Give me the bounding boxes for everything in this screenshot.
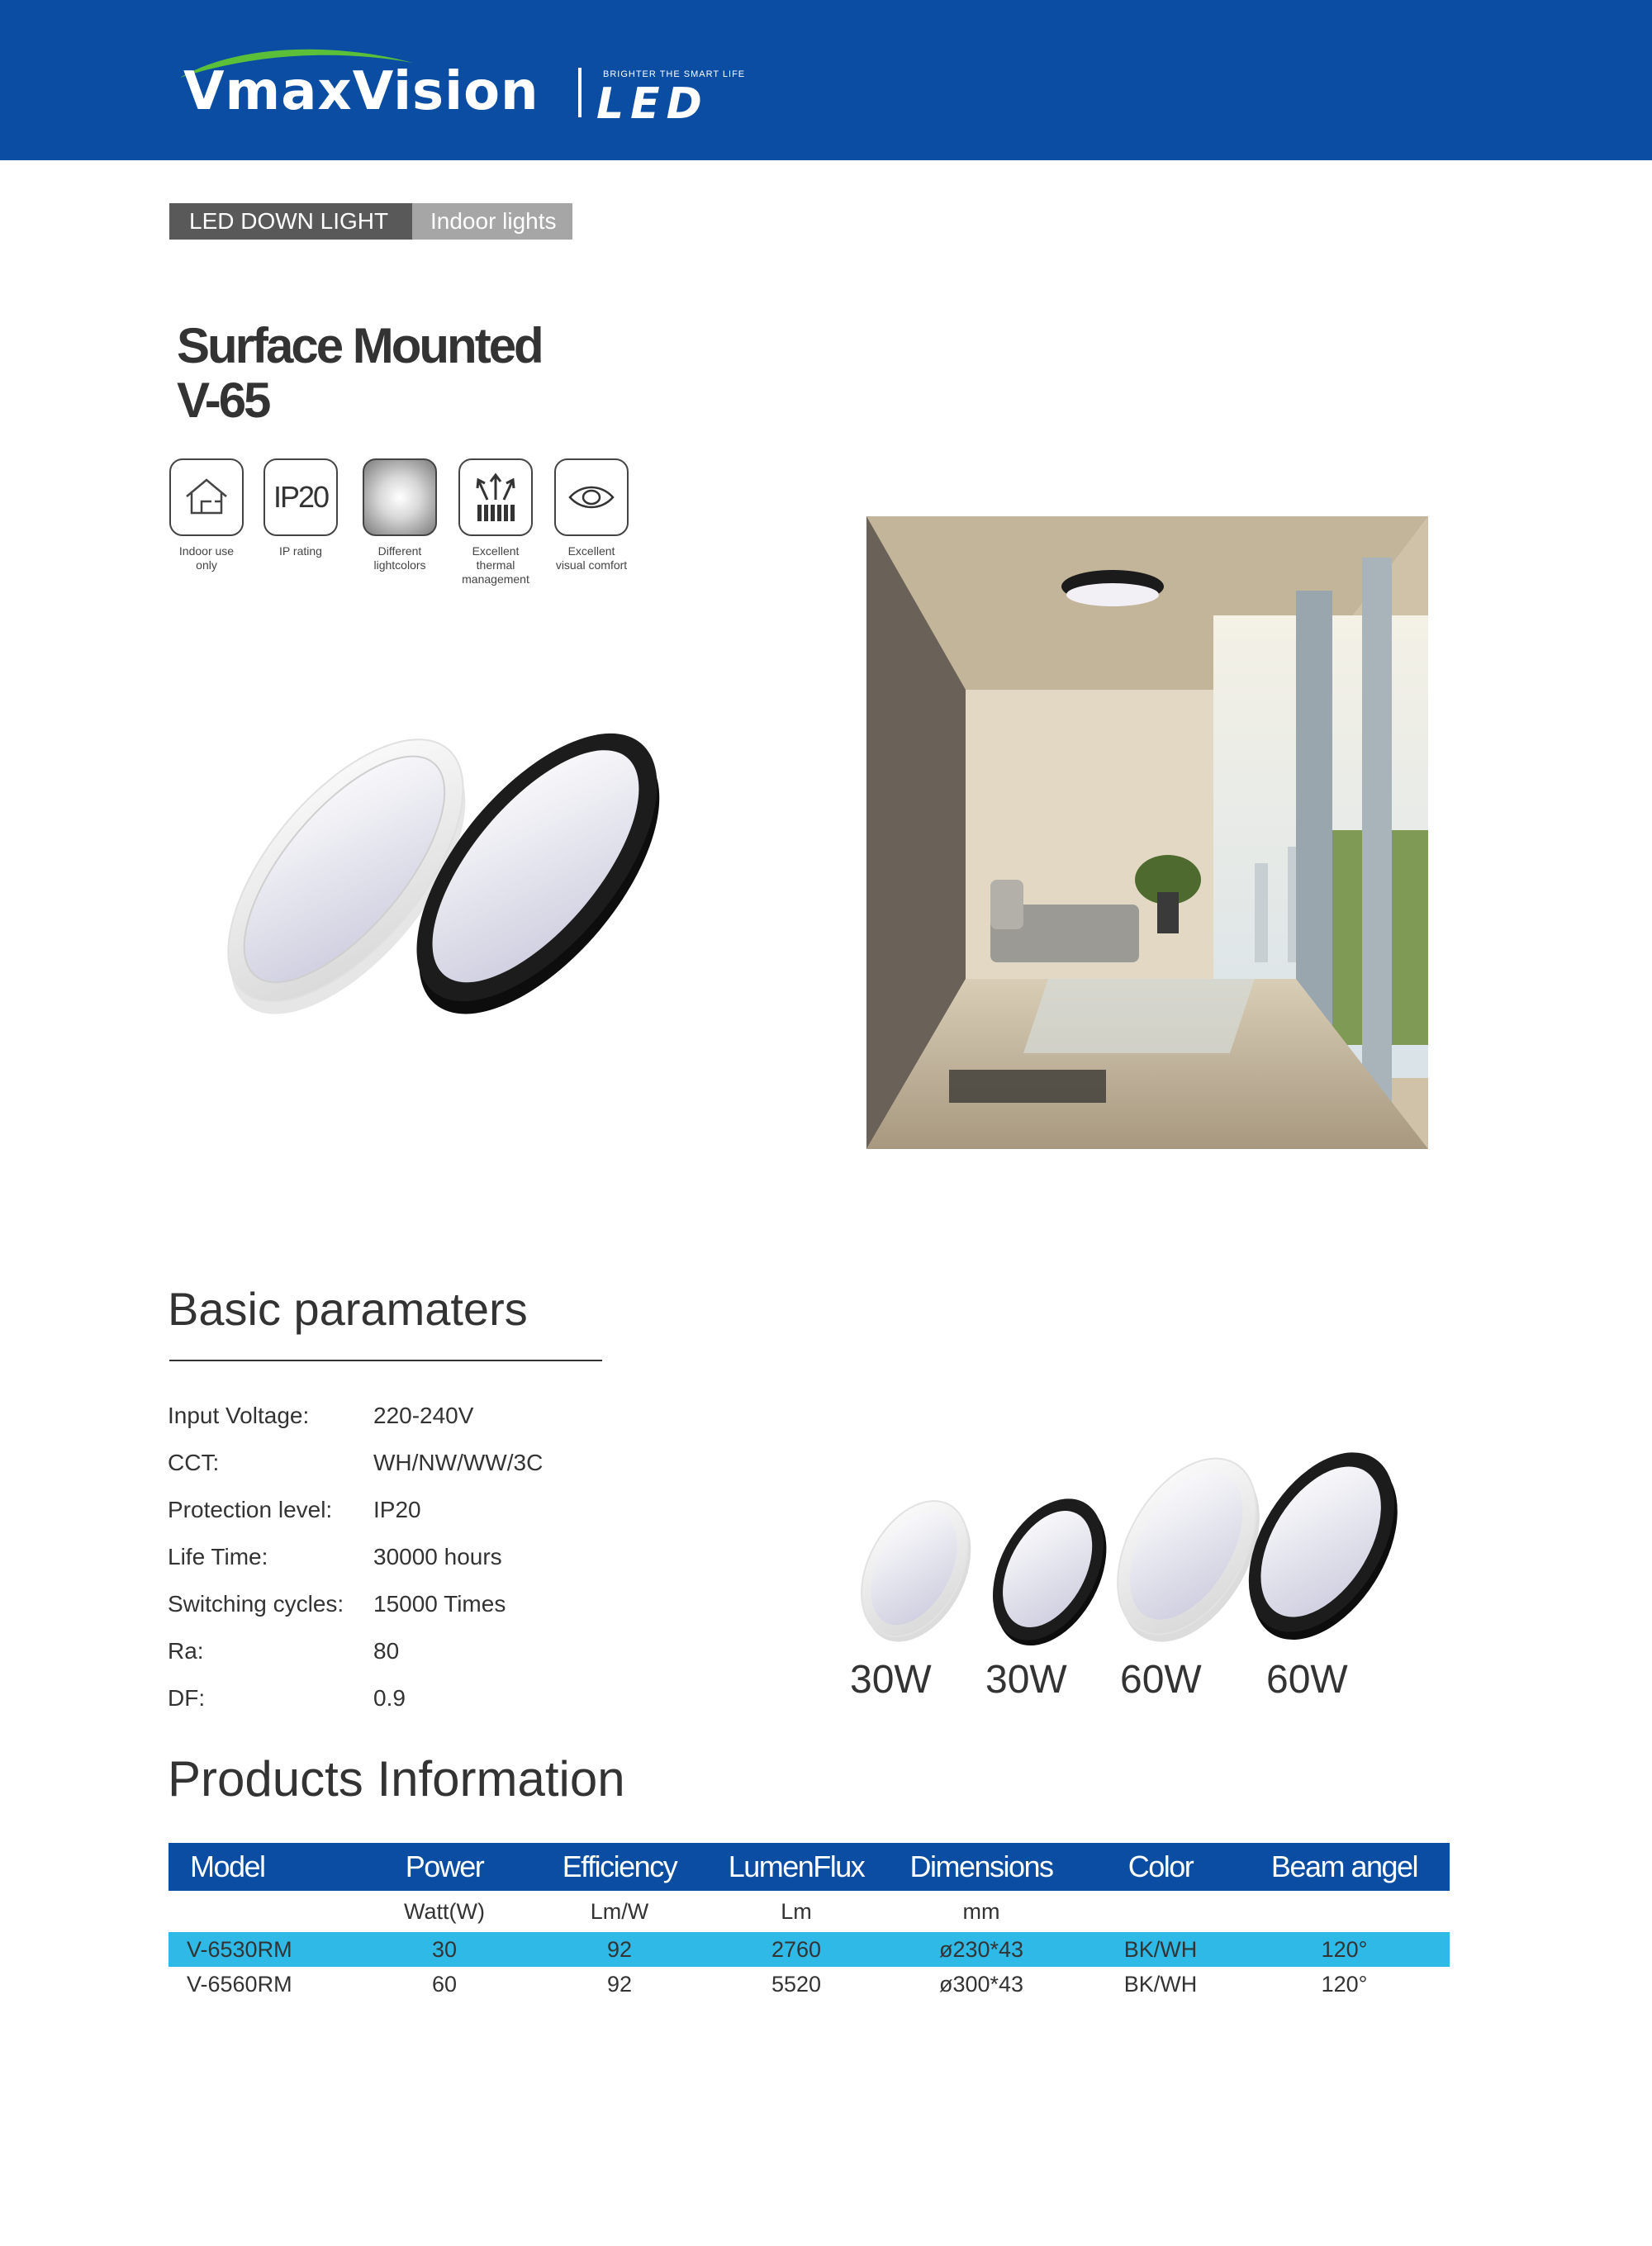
- variant-label: 60W: [1266, 1658, 1348, 1702]
- feature-label: Indoor use only: [178, 544, 235, 572]
- product-hero-image: [206, 706, 677, 1037]
- table-row: [169, 1967, 1450, 2001]
- products-heading: Products Information: [168, 1751, 625, 1807]
- column-header-model: Model: [169, 1843, 362, 1891]
- ip20-icon-text: IP20: [273, 480, 329, 514]
- cell-model: V-6560RM: [187, 1971, 292, 1997]
- gradient-circle-icon: [363, 458, 437, 536]
- feature-ip-rating: [251, 458, 350, 558]
- balcony-scene-image: [866, 516, 1428, 1149]
- table-row: [169, 1932, 1450, 1967]
- param-value: WH/NW/WW/3C: [373, 1450, 544, 1475]
- category-tag: LED DOWN LIGHT: [169, 203, 412, 240]
- column-header-lumenflux: LumenFlux: [712, 1843, 881, 1891]
- cell-efficiency: 92: [527, 1932, 712, 1967]
- feature-label: Excellent thermal management: [462, 544, 529, 586]
- param-label: DF:: [168, 1685, 206, 1711]
- unit-cell: [169, 1891, 362, 1932]
- param-label: Input Voltage:: [168, 1403, 310, 1428]
- heading-underline: [169, 1360, 602, 1361]
- brand-led-wordmark: LED: [596, 79, 709, 129]
- heatsink-icon: [458, 458, 533, 536]
- feature-indoor: [157, 458, 256, 572]
- parameters-heading: Basic paramaters: [168, 1283, 528, 1335]
- variant-label: 30W: [850, 1658, 932, 1702]
- cell-power: 60: [431, 1971, 458, 1997]
- param-label: Ra:: [168, 1638, 204, 1664]
- variant-30w-white-image: [855, 1491, 979, 1648]
- unit-cell: mm: [962, 1898, 1000, 1924]
- variant-label: 30W: [985, 1658, 1067, 1702]
- cell-lumenflux: 5520: [771, 1971, 822, 1997]
- cell-color: BK/WH: [1123, 1971, 1198, 1997]
- cell-power: 30: [362, 1932, 527, 1967]
- feature-label: Different lightcolors: [373, 544, 426, 572]
- logo-divider: [578, 68, 582, 117]
- feature-label: IP rating: [279, 544, 322, 558]
- variant-label: 60W: [1120, 1658, 1202, 1702]
- variant-60w-white-image: [1111, 1446, 1264, 1648]
- cell-model: V-6530RM: [169, 1932, 362, 1967]
- feature-lightcolors: [350, 458, 449, 572]
- column-header-beam-angle: Beam angel: [1239, 1843, 1450, 1891]
- param-value: 0.9: [373, 1685, 406, 1711]
- cell-lumenflux: 2760: [712, 1932, 881, 1967]
- unit-cell: Lm/W: [590, 1898, 649, 1924]
- param-label: Life Time:: [168, 1544, 268, 1569]
- unit-cell: [1239, 1891, 1450, 1932]
- param-label: Switching cycles:: [168, 1591, 344, 1617]
- house-icon: [169, 458, 244, 536]
- param-value: IP20: [373, 1497, 421, 1522]
- param-value: 80: [373, 1638, 400, 1664]
- ip20-icon: [263, 458, 338, 536]
- cell-beam-angle: 120°: [1321, 1971, 1368, 1997]
- table-units-row: [169, 1891, 1450, 1932]
- param-label: Protection level:: [168, 1497, 333, 1522]
- cell-dimensions: ø230*43: [881, 1932, 1082, 1967]
- table-header-row: [169, 1843, 1450, 1891]
- param-label: CCT:: [168, 1450, 220, 1475]
- subcategory-tag: Indoor lights: [412, 203, 572, 240]
- products-table: [169, 1843, 1450, 2001]
- brand-logo: VmaxVision: [183, 61, 539, 122]
- unit-cell: Lm: [781, 1898, 812, 1924]
- cell-efficiency: 92: [606, 1971, 633, 1997]
- column-header-color: Color: [1082, 1843, 1239, 1891]
- product-title: Surface Mounted: [177, 318, 542, 373]
- param-value: 15000 Times: [373, 1591, 506, 1617]
- variant-30w-black-image: [987, 1487, 1111, 1652]
- column-header-power: Power: [362, 1843, 527, 1891]
- cell-beam-angle: 120°: [1239, 1932, 1450, 1967]
- feature-label: Excellent visual comfort: [555, 544, 628, 572]
- unit-cell: [1082, 1891, 1239, 1932]
- cell-dimensions: ø300*43: [938, 1971, 1024, 1997]
- eye-icon: [554, 458, 629, 536]
- variant-60w-black-image: [1243, 1437, 1400, 1648]
- feature-visual-comfort: [542, 458, 641, 572]
- cell-color: BK/WH: [1082, 1932, 1239, 1967]
- product-model: V-65: [177, 373, 269, 428]
- brand-tagline: BRIGHTER THE SMART LIFE: [603, 69, 746, 79]
- column-header-dimensions: Dimensions: [881, 1843, 1082, 1891]
- param-value: 220-240V: [373, 1403, 474, 1428]
- feature-thermal: [446, 458, 545, 586]
- column-header-efficiency: Efficiency: [527, 1843, 712, 1891]
- param-value: 30000 hours: [373, 1544, 502, 1569]
- unit-cell: Watt(W): [404, 1898, 485, 1924]
